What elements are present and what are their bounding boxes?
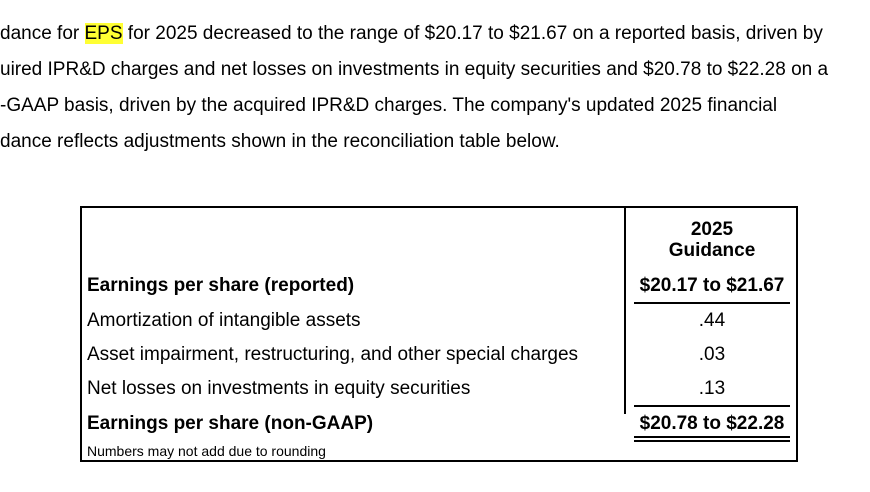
paragraph-line-1-end: for 2025 decreased to the range of $20.17 to $21.67 on a reported basis, driven by	[122, 23, 823, 44]
row-label-eps-non-gaap: Earnings per share (non-GAAP)	[87, 413, 374, 434]
paragraph-line-1-start: dance for	[0, 23, 85, 44]
row-label-eps-reported: Earnings per share (reported)	[87, 275, 355, 296]
paragraph-line-1	[0, 23, 823, 45]
row-value-net-losses: .13	[698, 378, 726, 399]
row-value-asset-impairment: .03	[698, 344, 726, 365]
header-rule	[634, 302, 790, 304]
row-value-amortization: .44	[698, 310, 726, 331]
total-double-rule-top	[634, 436, 790, 438]
row-value-eps-non-gaap: $20.78 to $22.28	[639, 413, 785, 434]
eps-highlight: EPS	[84, 23, 123, 44]
column-header-year: 2025	[690, 219, 734, 240]
total-double-rule-bottom	[634, 440, 790, 442]
paragraph-line-3: -GAAP basis, driven by the acquired IPR&D charges. The company's updated 2025 financial	[0, 95, 778, 116]
row-label-asset-impairment: Asset impairment, restructuring, and other special charges	[87, 344, 579, 365]
table-footnote: Numbers may not add due to rounding	[87, 443, 326, 459]
row-label-net-losses: Net losses on investments in equity securities	[87, 378, 471, 399]
paragraph-line-2: uired IPR&D charges and net losses on investments in equity securities and $20.78 to $22.28 on a	[0, 59, 829, 80]
paragraph-line-4: dance reflects adjustments shown in the reconciliation table below.	[0, 131, 560, 152]
subtotal-rule	[634, 405, 790, 407]
row-label-amortization: Amortization of intangible assets	[87, 310, 361, 331]
row-value-eps-reported: $20.17 to $21.67	[639, 275, 785, 296]
column-header-guidance: Guidance	[668, 240, 756, 261]
